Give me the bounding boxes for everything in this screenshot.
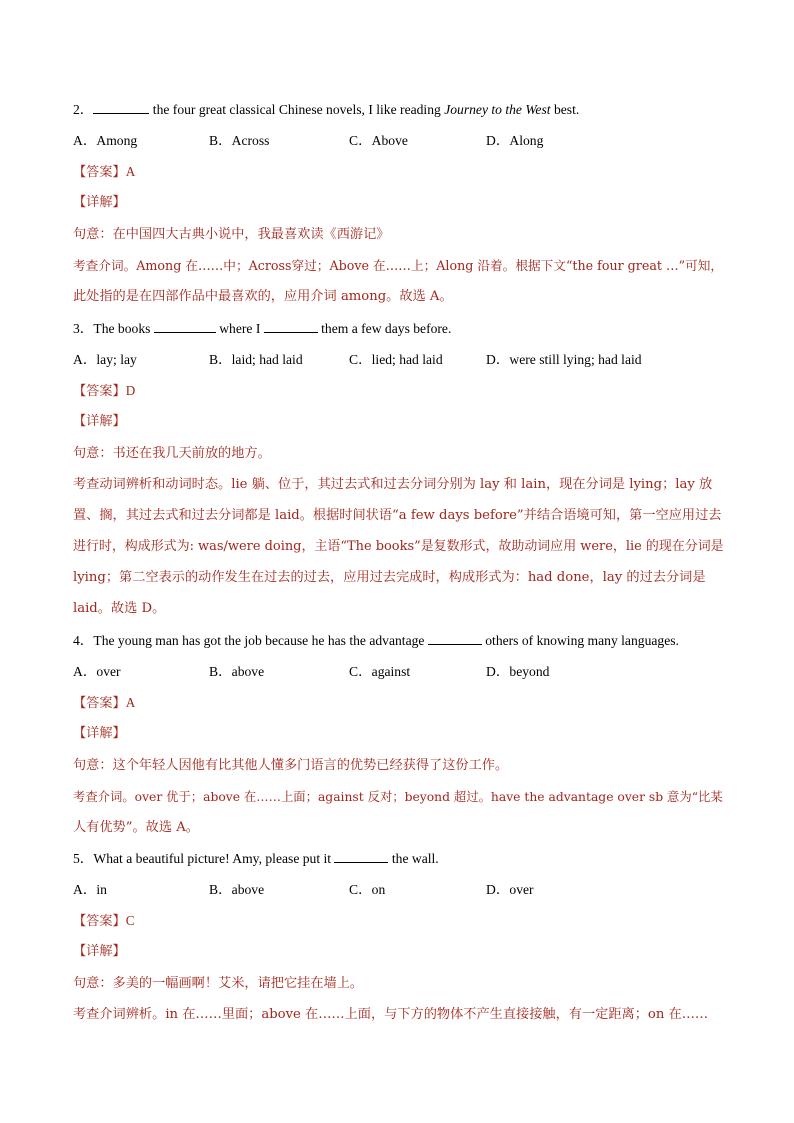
question-4-answer (73, 694, 135, 713)
option-b: B．above (209, 882, 265, 897)
answer-value: A (125, 695, 136, 710)
option-b: B．laid; had laid (209, 352, 303, 367)
option-a: A．over (73, 664, 121, 679)
question-2-detail-label: 【详解】 (73, 195, 126, 210)
question-number: 4． (73, 633, 94, 648)
question-3-analysis-line-5: laid。故选 D。 (73, 601, 166, 616)
question-5-detail-label: 【详解】 (73, 944, 126, 959)
option-c: C．on (349, 882, 386, 897)
option-a: A．Among (73, 133, 138, 148)
answer-value: A (125, 164, 136, 179)
option-d: D．over (486, 882, 534, 897)
answer-label: 【答案】 (73, 384, 126, 399)
question-3-options (73, 351, 723, 369)
answer-blank (334, 850, 388, 863)
stem-text: The books (93, 321, 154, 336)
option-a: A．in (73, 882, 107, 897)
option-d: D．beyond (486, 664, 550, 679)
stem-text: others of knowing many languages. (481, 633, 679, 648)
analysis-text: Among 在……中；Across穿过；Above 在……上；Along 沿着。根据下文“the four great …”可知， (136, 258, 724, 273)
question-2-answer (73, 163, 135, 182)
question-number: 3． (73, 321, 94, 336)
option-a: A．lay; lay (73, 352, 137, 367)
answer-value: C (125, 913, 135, 928)
question-5-meaning: 句意：多美的一幅画啊！艾米，请把它挂在墙上。 (73, 976, 364, 991)
question-4-analysis-line-1 (73, 788, 723, 806)
question-5-answer (73, 912, 135, 931)
answer-blank (93, 101, 149, 114)
question-3-analysis-line-1 (73, 476, 712, 494)
analysis-text: lie 躺、位于，其过去式和过去分词分别为 lay 和 lain，现在分词是 lying；lay 放 (231, 477, 713, 492)
stem-text: where I (215, 321, 264, 336)
question-4-options (73, 663, 723, 681)
analysis-text: 考查介词辨析。 (73, 1007, 166, 1022)
question-2-analysis-line-1 (73, 257, 723, 275)
answer-value: D (125, 383, 136, 398)
question-3-detail-label: 【详解】 (73, 414, 126, 429)
answer-label: 【答案】 (73, 696, 126, 711)
question-3-meaning: 句意：书还在我几天前放的地方。 (73, 446, 271, 461)
analysis-text: advantage over sb 意为“比某 (544, 790, 723, 804)
question-5-stem (73, 850, 439, 868)
answer-blank (154, 320, 216, 333)
answer-label: 【答案】 (73, 165, 126, 180)
question-4-meaning: 句意：这个年轻人因他有比其他人懂多门语言的优势已经获得了这份工作。 (73, 758, 509, 773)
option-b: B．Across (209, 133, 270, 148)
stem-text: What a beautiful picture! Amy, please put it (93, 851, 335, 866)
answer-blank (264, 320, 318, 333)
option-c: C．against (349, 664, 411, 679)
question-3-analysis-line-4: lying；第二空表示的动作发生在过去的过去，应用过去完成时，构成形式为：had done，lay 的过去分词是 (73, 570, 706, 585)
question-2-stem (73, 101, 579, 119)
answer-label: 【答案】 (73, 914, 126, 929)
question-number: 2． (73, 102, 94, 117)
option-d: D．Along (486, 133, 544, 148)
question-3-analysis-line-2: 置、搁，其过去式和过去分词都是 laid。根据时间状语“a few days before”并结合语境可知，第一空应用过去 (73, 508, 722, 523)
question-4-detail-label: 【详解】 (73, 726, 126, 741)
question-3-analysis-line-3: 进行时，构成形式为: was/were doing，主语“The books”是复数形式，故助动词应用 were，lie 的现在分词是 (73, 539, 724, 554)
option-d: D．were still lying; had laid (486, 352, 642, 367)
question-number: 5． (73, 851, 94, 866)
option-c: C．Above (349, 133, 408, 148)
analysis-text: over 优于；above 在……上面；against 反对；beyond 超过。have the (134, 790, 545, 804)
option-c: C．lied; had laid (349, 352, 443, 367)
analysis-text: 考查动词辨析和动词时态。 (73, 477, 232, 492)
question-4-analysis-line-2: 人有优势”。故选 A。 (73, 820, 199, 835)
question-5-options (73, 881, 723, 899)
stem-text: them a few days before. (317, 321, 452, 336)
answer-blank (428, 632, 482, 645)
analysis-text: in 在……里面；above 在……上面，与下方的物体不产生直接接触，有一定距离；on 在…… (165, 1007, 709, 1022)
stem-text: The young man has got the job because he has the advantage (93, 633, 428, 648)
stem-text: best. (550, 102, 580, 117)
stem-text: the four great classical Chinese novels, I like reading (149, 102, 445, 117)
question-2-analysis-line-2: 此处指的是在四部作品中最喜欢的，应用介词 among。故选 A。 (73, 289, 453, 304)
analysis-text: 考查介词。 (73, 790, 135, 804)
question-3-stem (73, 320, 451, 338)
stem-text: the wall. (388, 851, 439, 866)
question-2-meaning: 句意：在中国四大古典小说中，我最喜欢读《西游记》 (73, 227, 390, 242)
question-5-analysis-line-1 (73, 1006, 708, 1024)
question-2-options (73, 132, 723, 150)
option-b: B．above (209, 664, 265, 679)
question-3-answer (73, 382, 135, 401)
analysis-text: 考查介词。 (73, 258, 137, 273)
question-4-stem (73, 632, 679, 650)
book-title: Journey to the West (444, 102, 551, 117)
